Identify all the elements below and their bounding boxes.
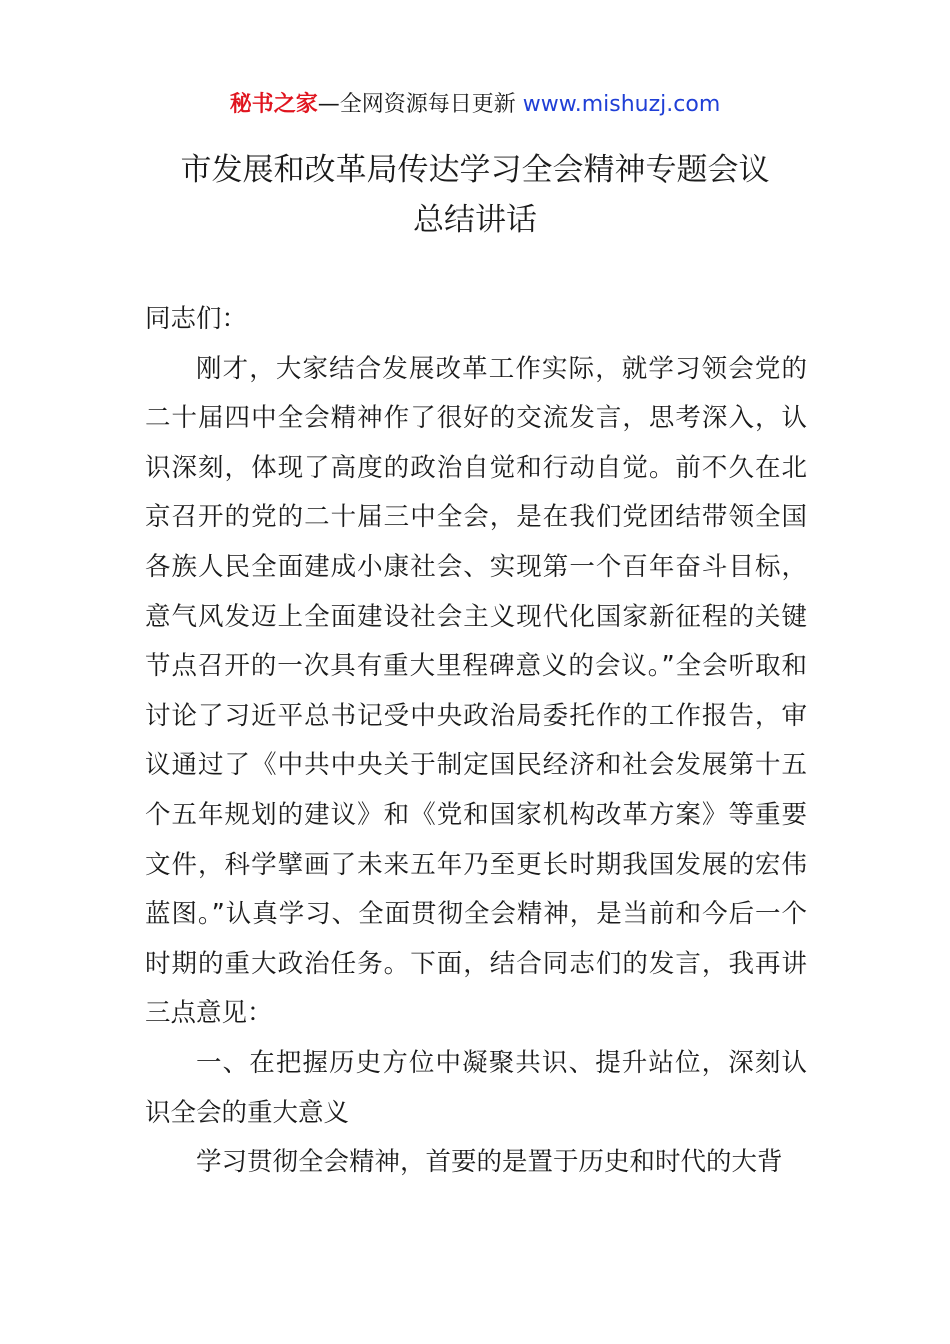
section-1-heading: 一、在把握历史方位中凝聚共识、提升站位，深刻认识全会的重大意义 xyxy=(145,1047,807,1128)
document-title-line1: 市发展和改革局传达学习全会精神专题会议 xyxy=(180,152,770,188)
document-body xyxy=(145,295,807,1188)
paragraph-2: 学习贯彻全会精神，首要的是置于历史和时代的大背 xyxy=(196,1147,783,1178)
paragraph-1: 刚才，大家结合发展改革工作实际，就学习领会党的二十届四中全会精神作了很好的交流发言，思考深入，认识深刻，体现了高度的政治自觉和行动自觉。前不久在北京召开的党的二十届三中全会，是在我们党团结带领全国各族人民全面建成小康社会、实现第一个百年奋斗目标，意气风发迈上全面建设社会主义现代化国家新征程的关键节点召开的一次具有重大里程碑意义的会议。”全会听取和讨论了习近平总书记受中央政治局委托作的工作报告，审议通过了《中共中央关于制定国民经济和社会发展第十五个五年规划的建议》和《党和国家机构改革方案》等重要文件，科学擘画了未来五年乃至更长时期我国发展的宏伟蓝图。”认真学习、全面贯彻全会精神，是当前和今后一个时期的重大政治任务。下面，结合同志们的发言，我再讲三点意见： xyxy=(145,353,807,1029)
site-header xyxy=(0,88,950,122)
document-title-line2: 总结讲话 xyxy=(413,202,537,238)
salutation: 同志们： xyxy=(145,304,248,334)
brand-name: 秘书之家 xyxy=(229,92,318,117)
site-url[interactable]: www.mishuzj.com xyxy=(522,92,721,117)
header-slogan: —全网资源每日更新 xyxy=(317,92,523,117)
